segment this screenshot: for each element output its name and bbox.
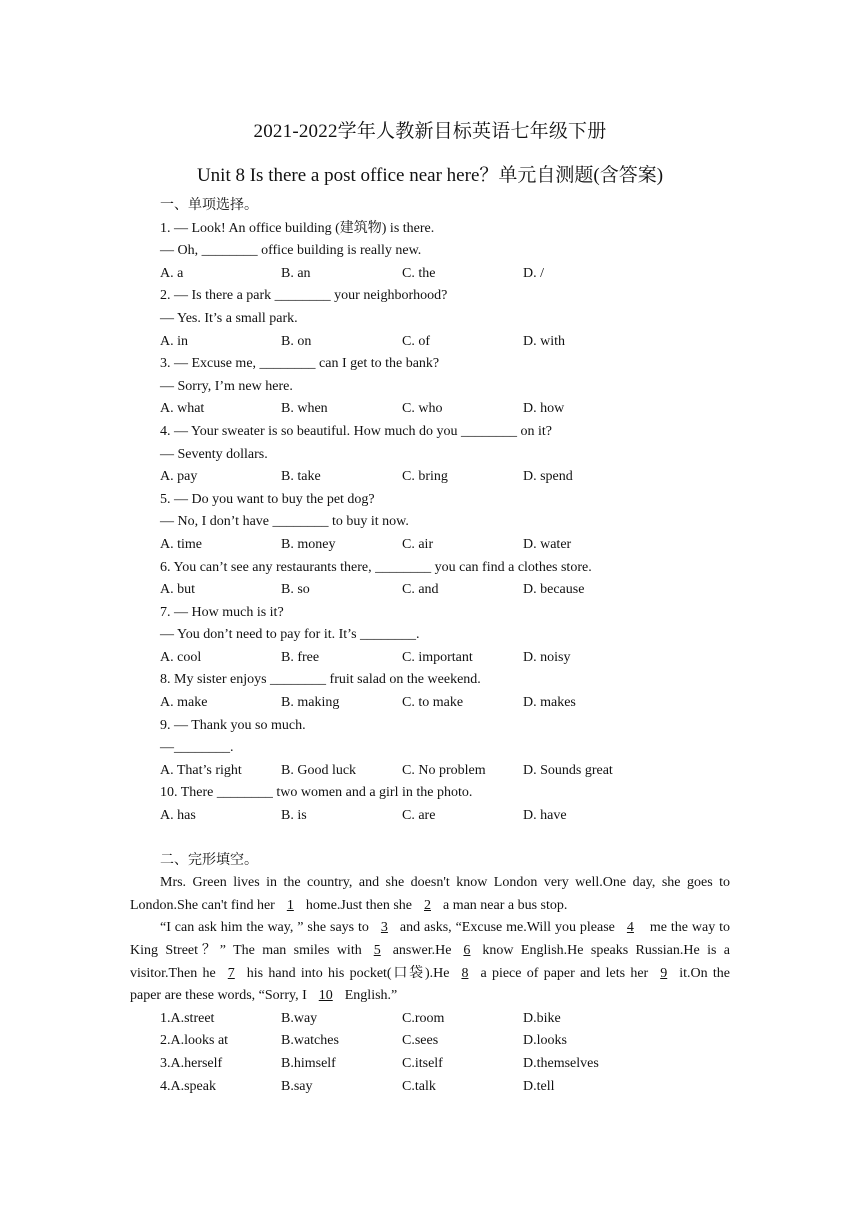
section2-heading: 二、完形填空。 — [160, 852, 258, 868]
option: D. water — [523, 536, 572, 552]
option: 1.A.street — [160, 1010, 215, 1026]
cloze-paragraph-1: Mrs. Green lives in the country, and she doesn't know London very well.One day, she goes to London.She can't find her 1 home.Just then she 2 a man near a bus stop. — [130, 875, 730, 913]
blank-number: 10 — [318, 988, 333, 1004]
question-line: 8. My sister enjoys ________ fruit salad on the weekend. — [160, 672, 481, 688]
question-options — [160, 692, 730, 715]
document-title: 2021-2022学年人教新目标英语七年级下册 — [253, 121, 607, 142]
question-item — [160, 489, 730, 557]
option: B. an — [281, 265, 311, 281]
question-options — [160, 263, 730, 286]
question-options — [160, 579, 730, 602]
blank-number: 9 — [660, 965, 668, 981]
question-options — [160, 466, 730, 489]
question-options — [160, 805, 730, 828]
blank-number: 4 — [626, 920, 634, 936]
option: C. important — [402, 649, 473, 665]
option: A. cool — [160, 649, 202, 665]
question-options — [160, 647, 730, 670]
question-line: 9. — Thank you so much. — [160, 717, 306, 733]
question-item — [160, 218, 730, 286]
document-body — [130, 195, 731, 1098]
option: D. how — [523, 401, 565, 417]
option: B. money — [281, 536, 336, 552]
option: B. so — [281, 582, 310, 598]
question-line: — Sorry, I’m new here. — [160, 378, 293, 394]
blank-number: 2 — [423, 897, 431, 913]
question-line: — Oh, ________ office building is really new. — [160, 243, 422, 259]
question-item — [160, 715, 730, 783]
question-line: 5. — Do you want to buy the pet dog? — [160, 491, 375, 507]
option: D. because — [523, 582, 585, 598]
option: C. are — [402, 808, 436, 824]
question-options — [160, 331, 730, 354]
option: C. who — [402, 401, 443, 417]
option: D. Sounds great — [523, 762, 613, 778]
option: B. on — [281, 333, 312, 349]
option: B. Good luck — [281, 762, 357, 778]
option: A. time — [160, 536, 202, 552]
option: C.sees — [402, 1033, 439, 1049]
section1-heading: 一、单项选择。 — [160, 198, 258, 213]
question-line: — Seventy dollars. — [160, 446, 268, 462]
question-options — [160, 760, 730, 783]
option: A. make — [160, 695, 208, 711]
option: D. with — [523, 333, 565, 349]
question-item — [160, 602, 730, 670]
question-line: 3. — Excuse me, ________ can I get to the bank? — [160, 356, 440, 372]
cloze-option-row — [160, 1076, 730, 1099]
option: A. but — [160, 582, 195, 598]
blank-number: 6 — [463, 943, 471, 958]
cloze-options — [160, 1008, 730, 1098]
question-line: 1. — Look! An office building (建筑物) is there. — [160, 220, 435, 236]
option: C.room — [402, 1010, 445, 1026]
question-line: 4. — Your sweater is so beautiful. How much do you ________ on it? — [160, 423, 552, 439]
question-line: — Yes. It’s a small park. — [160, 310, 298, 326]
blank-number: 7 — [227, 965, 235, 981]
option: A. pay — [160, 469, 198, 485]
cloze-option-row — [160, 1008, 730, 1031]
question-line: — You don’t need to pay for it. It’s ________. — [160, 627, 420, 643]
question-line: 7. — How much is it? — [160, 604, 284, 620]
option: C.itself — [402, 1055, 443, 1071]
question-line: 6. You can’t see any restaurants there, ________ you can find a clothes store. — [160, 559, 592, 575]
question-options — [160, 534, 730, 557]
question-line: 2. — Is there a park ________ your neighborhood? — [160, 288, 448, 304]
cloze-paragraph-2: “I can ask him the way, ” she says to 3 and asks, “Excuse me.Will you please 4 me the way to King Street？” The man smiles with 5 answer.He 6 know English.He speaks Russian.He is a visitor.Then he 7 his hand into his pocket(口袋).He 8 a piece of paper and lets her 9 it.On the paper are these words, “Sorry, I 10 English.” — [130, 920, 731, 1004]
option: D. / — [523, 265, 544, 281]
option: D. makes — [523, 695, 576, 711]
option: D.tell — [523, 1078, 555, 1094]
option: B.way — [281, 1010, 318, 1026]
question-item — [160, 285, 730, 353]
question-item — [160, 557, 730, 602]
option: B. free — [281, 649, 320, 665]
question-line: — No, I don’t have ________ to buy it now. — [160, 514, 409, 530]
cloze-option-row — [160, 1030, 730, 1053]
option: D.looks — [523, 1033, 567, 1049]
option: B.himself — [281, 1055, 336, 1071]
cloze-option-row — [160, 1053, 730, 1076]
option: B. take — [281, 469, 321, 485]
question-line: —________. — [160, 740, 234, 756]
option: C. bring — [402, 469, 448, 485]
option: B.watches — [281, 1033, 339, 1049]
option: 4.A.speak — [160, 1078, 216, 1094]
option: A. has — [160, 808, 196, 824]
option: D. noisy — [523, 649, 571, 665]
option: A. what — [160, 401, 205, 417]
document-subtitle: Unit 8 Is there a post office near here？单元自测题(含答案) — [196, 165, 664, 186]
blank-number: 5 — [373, 943, 381, 958]
option: A. That’s right — [160, 762, 242, 778]
option: 3.A.herself — [160, 1055, 223, 1071]
option: C.talk — [402, 1078, 436, 1094]
option: 2.A.looks at — [160, 1033, 229, 1049]
option: D. have — [523, 808, 567, 824]
question-options — [160, 398, 730, 421]
option: D.bike — [523, 1010, 561, 1026]
option: C. of — [402, 333, 430, 349]
option: B. when — [281, 401, 328, 417]
option: C. and — [402, 582, 439, 598]
question-item — [160, 782, 730, 827]
option: C. the — [402, 265, 436, 281]
option: D.themselves — [523, 1055, 599, 1071]
option: B. is — [281, 808, 307, 824]
question-item — [160, 669, 730, 714]
question-item — [160, 421, 730, 489]
question-line: 10. There ________ two women and a girl in the photo. — [160, 785, 473, 801]
option: D. spend — [523, 469, 573, 485]
blank-number: 8 — [461, 965, 469, 981]
option: B. making — [281, 695, 340, 711]
question-item — [160, 353, 730, 421]
option: B.say — [281, 1078, 313, 1094]
option: A. a — [160, 265, 184, 281]
blank-number: 1 — [286, 897, 294, 913]
question-list — [160, 218, 730, 828]
option: C. No problem — [402, 762, 486, 778]
option: A. in — [160, 333, 188, 349]
option: C. to make — [402, 695, 464, 711]
blank-number: 3 — [380, 920, 388, 936]
option: C. air — [402, 536, 434, 552]
